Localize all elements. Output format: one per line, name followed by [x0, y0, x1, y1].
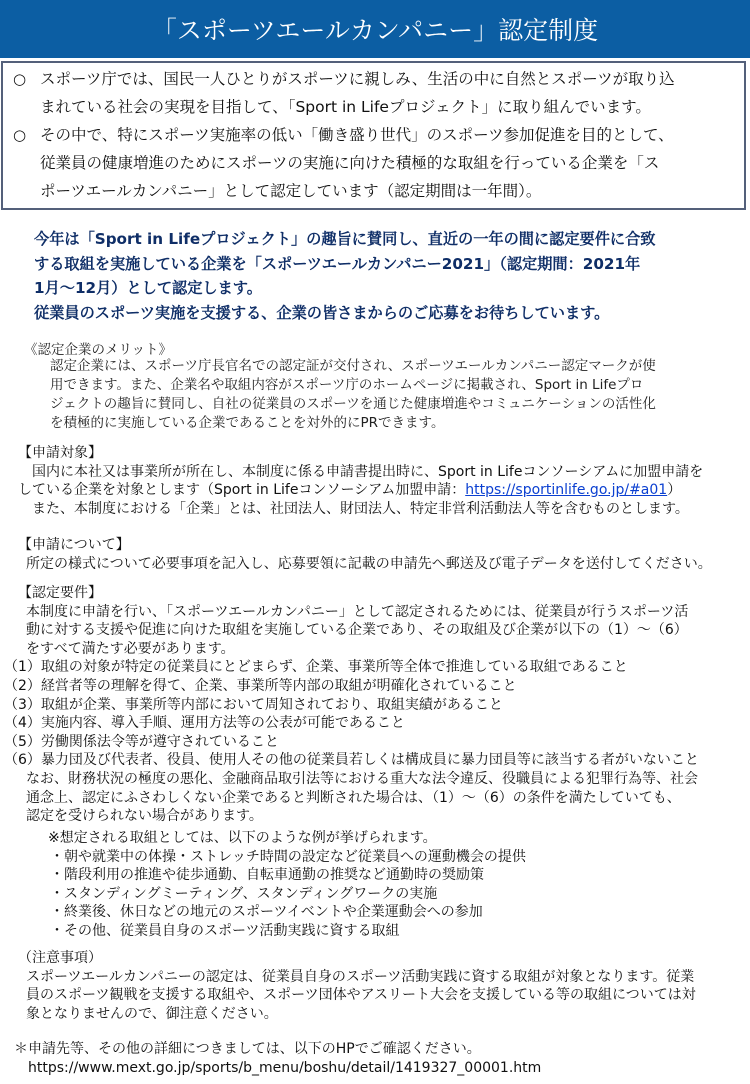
merit-line: を積極的に実施している企業であることを対外的にPRできます。	[50, 415, 445, 431]
notes-line: 員のスポーツ観戦を支援する取組や、スポーツ団体やアスリート大会を支援している等の取組については対	[26, 987, 696, 1004]
merit-line: 用できます。また、企業名や取組内容がスポーツ庁のホームページに掲載され、Sport in Lifeプロ	[50, 377, 644, 393]
example-item: ・スタンディングミーティング、スタンディングワークの実施	[50, 885, 438, 902]
requirement-item: （4）実施内容、導入手順、運用方法等の公表が可能であること	[4, 715, 405, 732]
eligibility-heading: 【申請対象】	[18, 445, 102, 461]
announcement-line: 今年は「Sport in Lifeプロジェクト」の趣旨に賛同し、直近の一年の間に認定要件に合致	[34, 230, 656, 248]
requirement-item: （3）取組が企業、事業所等内部において周知されており、取組実績があること	[4, 696, 503, 713]
requirements-note: なお、財務状況の極度の悪化、金融商品取引法等における重大な法令違反、役職員による犯罪行為等、社会	[26, 770, 698, 787]
requirements-heading: 【認定要件】	[18, 585, 102, 601]
circle-bullet-icon: ○	[13, 70, 27, 88]
intro-line: その中で、特にスポーツ実施率の低い「働き盛り世代」のスポーツ参加促進を目的として、	[40, 126, 674, 144]
merit-line: ジェクトの趣旨に賛同し、自社の従業員のスポーツを通じた健康増進やコミュニケーションの活性化	[50, 396, 656, 412]
announcement-line: する取組を実施している企業を「スポーツエールカンパニー2021」（認定期間：2021年	[34, 254, 641, 273]
footer	[14, 1040, 541, 1077]
merit-line: 認定企業には、スポーツ庁長官名での認定証が交付され、スポーツエールカンパニー認定マークが使	[50, 358, 656, 374]
eligibility-line	[18, 481, 743, 500]
requirements-section	[4, 584, 743, 826]
notes-heading: （注意事項）	[18, 950, 102, 966]
intro-item	[13, 121, 740, 205]
page-title: 「スポーツエールカンパニー」認定制度	[151, 16, 599, 45]
requirement-item: （6）暴力団及び代表者、役員、使用人その他の従業員若しくは構成員に暴力団員等に該当する者がいないこと	[4, 752, 699, 769]
notes-section	[18, 949, 738, 1023]
announcement-line: 1月～12月）として認定します。	[34, 279, 262, 297]
requirement-item: （2）経営者等の理解を得て、企業、事業所等内部の取組が明確化されていること	[4, 677, 517, 694]
intro-line: 従業員の健康増進のためにスポーツの実施に向けた積極的な取組を行っている企業を「ス	[40, 154, 660, 172]
merit-title: 《認定企業のメリット》	[24, 342, 172, 358]
requirements-intro: 本制度に申請を行い、「スポーツエールカンパニー」として認定されるためには、従業員が行うスポーツ活	[26, 603, 689, 620]
requirements-note: 通念上、認定にふさわしくない企業であると判断された場合は、（1）～（6）の条件を満たしていても、	[26, 789, 681, 806]
notes-line: スポーツエールカンパニーの認定は、従業員自身のスポーツ活動実践に資する取組が対象となります。従業	[26, 968, 695, 985]
details-url: https://www.mext.go.jp/sports/b_menu/boshu/detail/1419327_00001.htm	[28, 1059, 542, 1076]
examples-section	[48, 829, 526, 941]
examples-intro: ※想定される取組としては、以下のような例が挙げられます。	[48, 830, 437, 846]
circle-bullet-icon: ○	[13, 126, 27, 144]
requirement-item: （1）取組の対象が特定の従業員にとどまらず、企業、事業所等全体で推進している取組であること	[4, 659, 628, 676]
intro-box	[1, 61, 746, 210]
example-item: ・階段利用の推進や徒歩通勤、自転車通勤の推奨など通勤時の奨励策	[50, 867, 484, 884]
application-heading: 【申請について】	[18, 537, 130, 553]
application-section	[18, 536, 743, 573]
notes-line: 象となりませんので、御注意ください。	[26, 1005, 278, 1022]
requirements-intro: をすべて満たす必要があります。	[26, 640, 235, 657]
announcement-line: 従業員のスポーツ実施を支援する、企業の皆さまからのご応募をお待ちしています。	[34, 303, 610, 322]
intro-line: まれている社会の実現を目指して、「Sport in Lifeプロジェクト」に取り組んでいます。	[40, 98, 651, 116]
application-body: 所定の様式について必要事項を記入し、応募要領に記載の申請先へ郵送及び電子データを送付してください。	[26, 555, 712, 572]
page-header	[0, 0, 750, 58]
eligibility-section	[18, 444, 743, 518]
requirements-note: 認定を受けられない場合があります。	[26, 808, 263, 825]
merit-body	[50, 357, 720, 433]
footer-note: ＊申請先等、その他の詳細につきましては、以下のHPでご確認ください。	[14, 1041, 481, 1057]
example-item: ・終業後、休日などの地元のスポーツイベントや企業運動会への参加	[50, 904, 483, 921]
requirement-item: （5）労働関係法令等が遵守されていること	[4, 733, 279, 750]
intro-line: ポーツエールカンパニー」として認定しています（認定期間は一年間）。	[40, 182, 542, 200]
example-item: ・朝や就業中の体操・ストレッチ時間の設定など従業員への運動機会の提供	[50, 848, 526, 865]
intro-line: スポーツ庁では、国民一人ひとりがスポーツに親しみ、生活の中に自然とスポーツが取り込	[40, 70, 675, 88]
consortium-link[interactable]: https://sportinlife.go.jp/#a01	[465, 482, 668, 499]
announcement	[34, 227, 724, 325]
example-item: ・その他、従業員自身のスポーツ活動実践に資する取組	[50, 922, 400, 939]
intro-item	[13, 65, 740, 121]
requirements-intro: 動に対する支援や促進に向けた取組を実施している企業であり、その取組及び企業が以下の（1）～（6）	[26, 622, 688, 639]
eligibility-text: している企業を対象とします（Sport in Lifeコンソーシアム加盟申請：	[18, 482, 466, 499]
eligibility-text: ）	[667, 482, 682, 499]
eligibility-line: また、本制度における「企業」とは、社団法人、財団法人、特定非営利活動法人等を含むものとします。	[18, 500, 689, 517]
eligibility-line: 国内に本社又は事業所が所在し、本制度に係る申請書提出時に、Sport in Lifeコンソーシアムに加盟申請を	[18, 463, 704, 480]
